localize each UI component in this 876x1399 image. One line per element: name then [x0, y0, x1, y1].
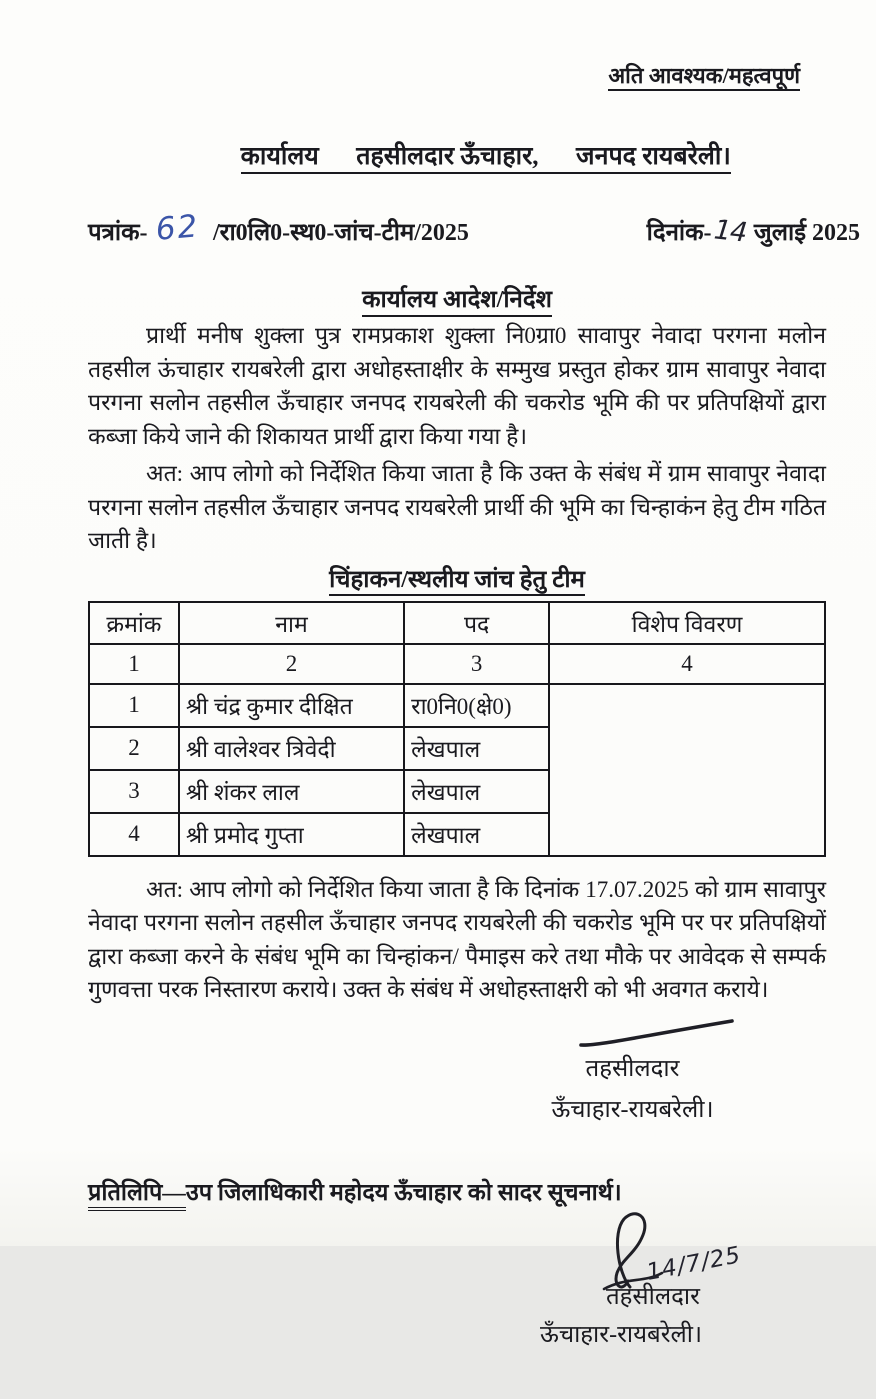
header-name: नाम [179, 602, 404, 644]
letter-date-day-handwritten: 14 [712, 214, 748, 249]
paragraph-3: अत: आप लोगो को निर्देशित किया जाता है कि दिनांक 17.07.2025 को ग्राम सावापुर नेवादा परगना सलोन तहसील ऊँचाहार जनपद रायबरेली की चकरोड भूमि पर पर प्रतिपक्षियों द्वारा कब्जा करने के संबंध भूमि का चिन्हांकन/ पैमाइस करे तथा मौके पर आवेदक से सम्पर्क गुणवत्ता परक निस्तारण कराये। उक्त के संबंध में अधोहस्ताक्षरी को भी अवगत कराये। [88, 876, 826, 1002]
signatory-title: तहसीलदार [606, 1283, 700, 1310]
letter-number-handwritten: 62 [153, 208, 201, 248]
special-detail-cell [549, 684, 825, 856]
team-table [88, 601, 826, 857]
ref-date-row [88, 208, 860, 249]
table-header-row [89, 602, 825, 644]
header-sno: क्रमांक [89, 602, 179, 644]
letter-number-rest: /रा0लि0-स्थ0-जांच-टीम/2025 [212, 220, 469, 246]
letter-date [647, 215, 860, 248]
letter-date-rest: जुलाई 2025 [753, 220, 860, 246]
signature-block-2 [518, 1209, 818, 1399]
letter-number [88, 208, 469, 248]
table-number-row [89, 644, 825, 684]
row-post: लेखपाल [404, 813, 549, 856]
table-title-text: चिंहाकन/स्थलीय जांच हेतु टीम [329, 567, 585, 596]
copy-line [88, 1175, 826, 1207]
header-special: विशेप विवरण [549, 602, 825, 644]
row-sno: 2 [89, 727, 179, 770]
row-post: रा0नि0(क्षे0) [404, 684, 549, 727]
row-post: लेखपाल [404, 727, 549, 770]
row-name: श्री प्रमोद गुप्ता [179, 813, 404, 856]
order-heading [88, 282, 826, 315]
signatory-place: ऊँचाहार-रायबरेली। [540, 1321, 703, 1348]
signature-block-1 [535, 1017, 730, 1125]
row-name: श्री चंद्र कुमार दीक्षित [179, 684, 404, 727]
colnum-2: 2 [179, 644, 404, 684]
colnum-3: 3 [404, 644, 549, 684]
signature-date-handwritten: 14/7/25 [644, 1241, 744, 1286]
colnum-4: 4 [549, 644, 825, 684]
paragraph-2: अत: आप लोगो को निर्देशित किया जाता है कि उक्त के संबंध में ग्राम सावापुर नेवादा परगना सलोन तहसील ऊँचाहार जनपद रायबरेली प्रार्थी की भूमि का चिन्हाकंन हेतु टीम गठित जाती है। [88, 461, 826, 553]
letter-date-label: दिनांक- [646, 220, 712, 246]
copy-label: प्रतिलिपि— [88, 1180, 186, 1211]
row-post: लेखपाल [404, 770, 549, 813]
row-sno: 4 [89, 813, 179, 856]
classification-text: अति आवश्यक/महत्वपूर्ण [608, 63, 800, 91]
row-sno: 1 [89, 684, 179, 727]
header-post: पद [404, 602, 549, 644]
row-name: श्री वालेश्वर त्रिवेदी [179, 727, 404, 770]
row-sno: 3 [89, 770, 179, 813]
office-heading-text: कार्यालय तहसीलदार ऊँचाहार, जनपद रायबरेली। [241, 143, 731, 174]
order-heading-text: कार्यालय आदेश/निर्देश [362, 287, 552, 317]
signature-stroke-icon [577, 1017, 737, 1049]
copy-text: उप जिलाधिकारी महोदय ऊँचाहार को सादर सूचनार्थ। [185, 1179, 622, 1206]
classification-line [88, 60, 800, 90]
table-title [88, 562, 826, 595]
table-row [89, 684, 825, 727]
colnum-1: 1 [89, 644, 179, 684]
letter-content [88, 60, 860, 1399]
letter-number-label: पत्रांक- [88, 220, 148, 246]
signatory-title: तहसीलदार [585, 1055, 680, 1082]
signatory-place: ऊँचाहार-रायबरेली। [551, 1096, 714, 1123]
paragraph-1: प्रार्थी मनीष शुक्ला पुत्र रामप्रकाश शुक्ला नि0ग्रा0 सावापुर नेवादा परगना मलोन तहसील ऊंचाहार रायबरेली द्वारा अधोहस्ताक्षीर के सम्मुख प्रस्तुत होकर ग्राम सावापुर नेवादा परगना सलोन तहसील ऊँचाहार जनपद रायबरेली की चकरोड भूमि की पर प्रतिपक्षियों द्वारा कब्जा किये जाने की शिकायत प्रार्थी द्वारा किया गया है। [88, 323, 826, 449]
office-heading [108, 110, 826, 200]
row-name: श्री शंकर लाल [179, 770, 404, 813]
